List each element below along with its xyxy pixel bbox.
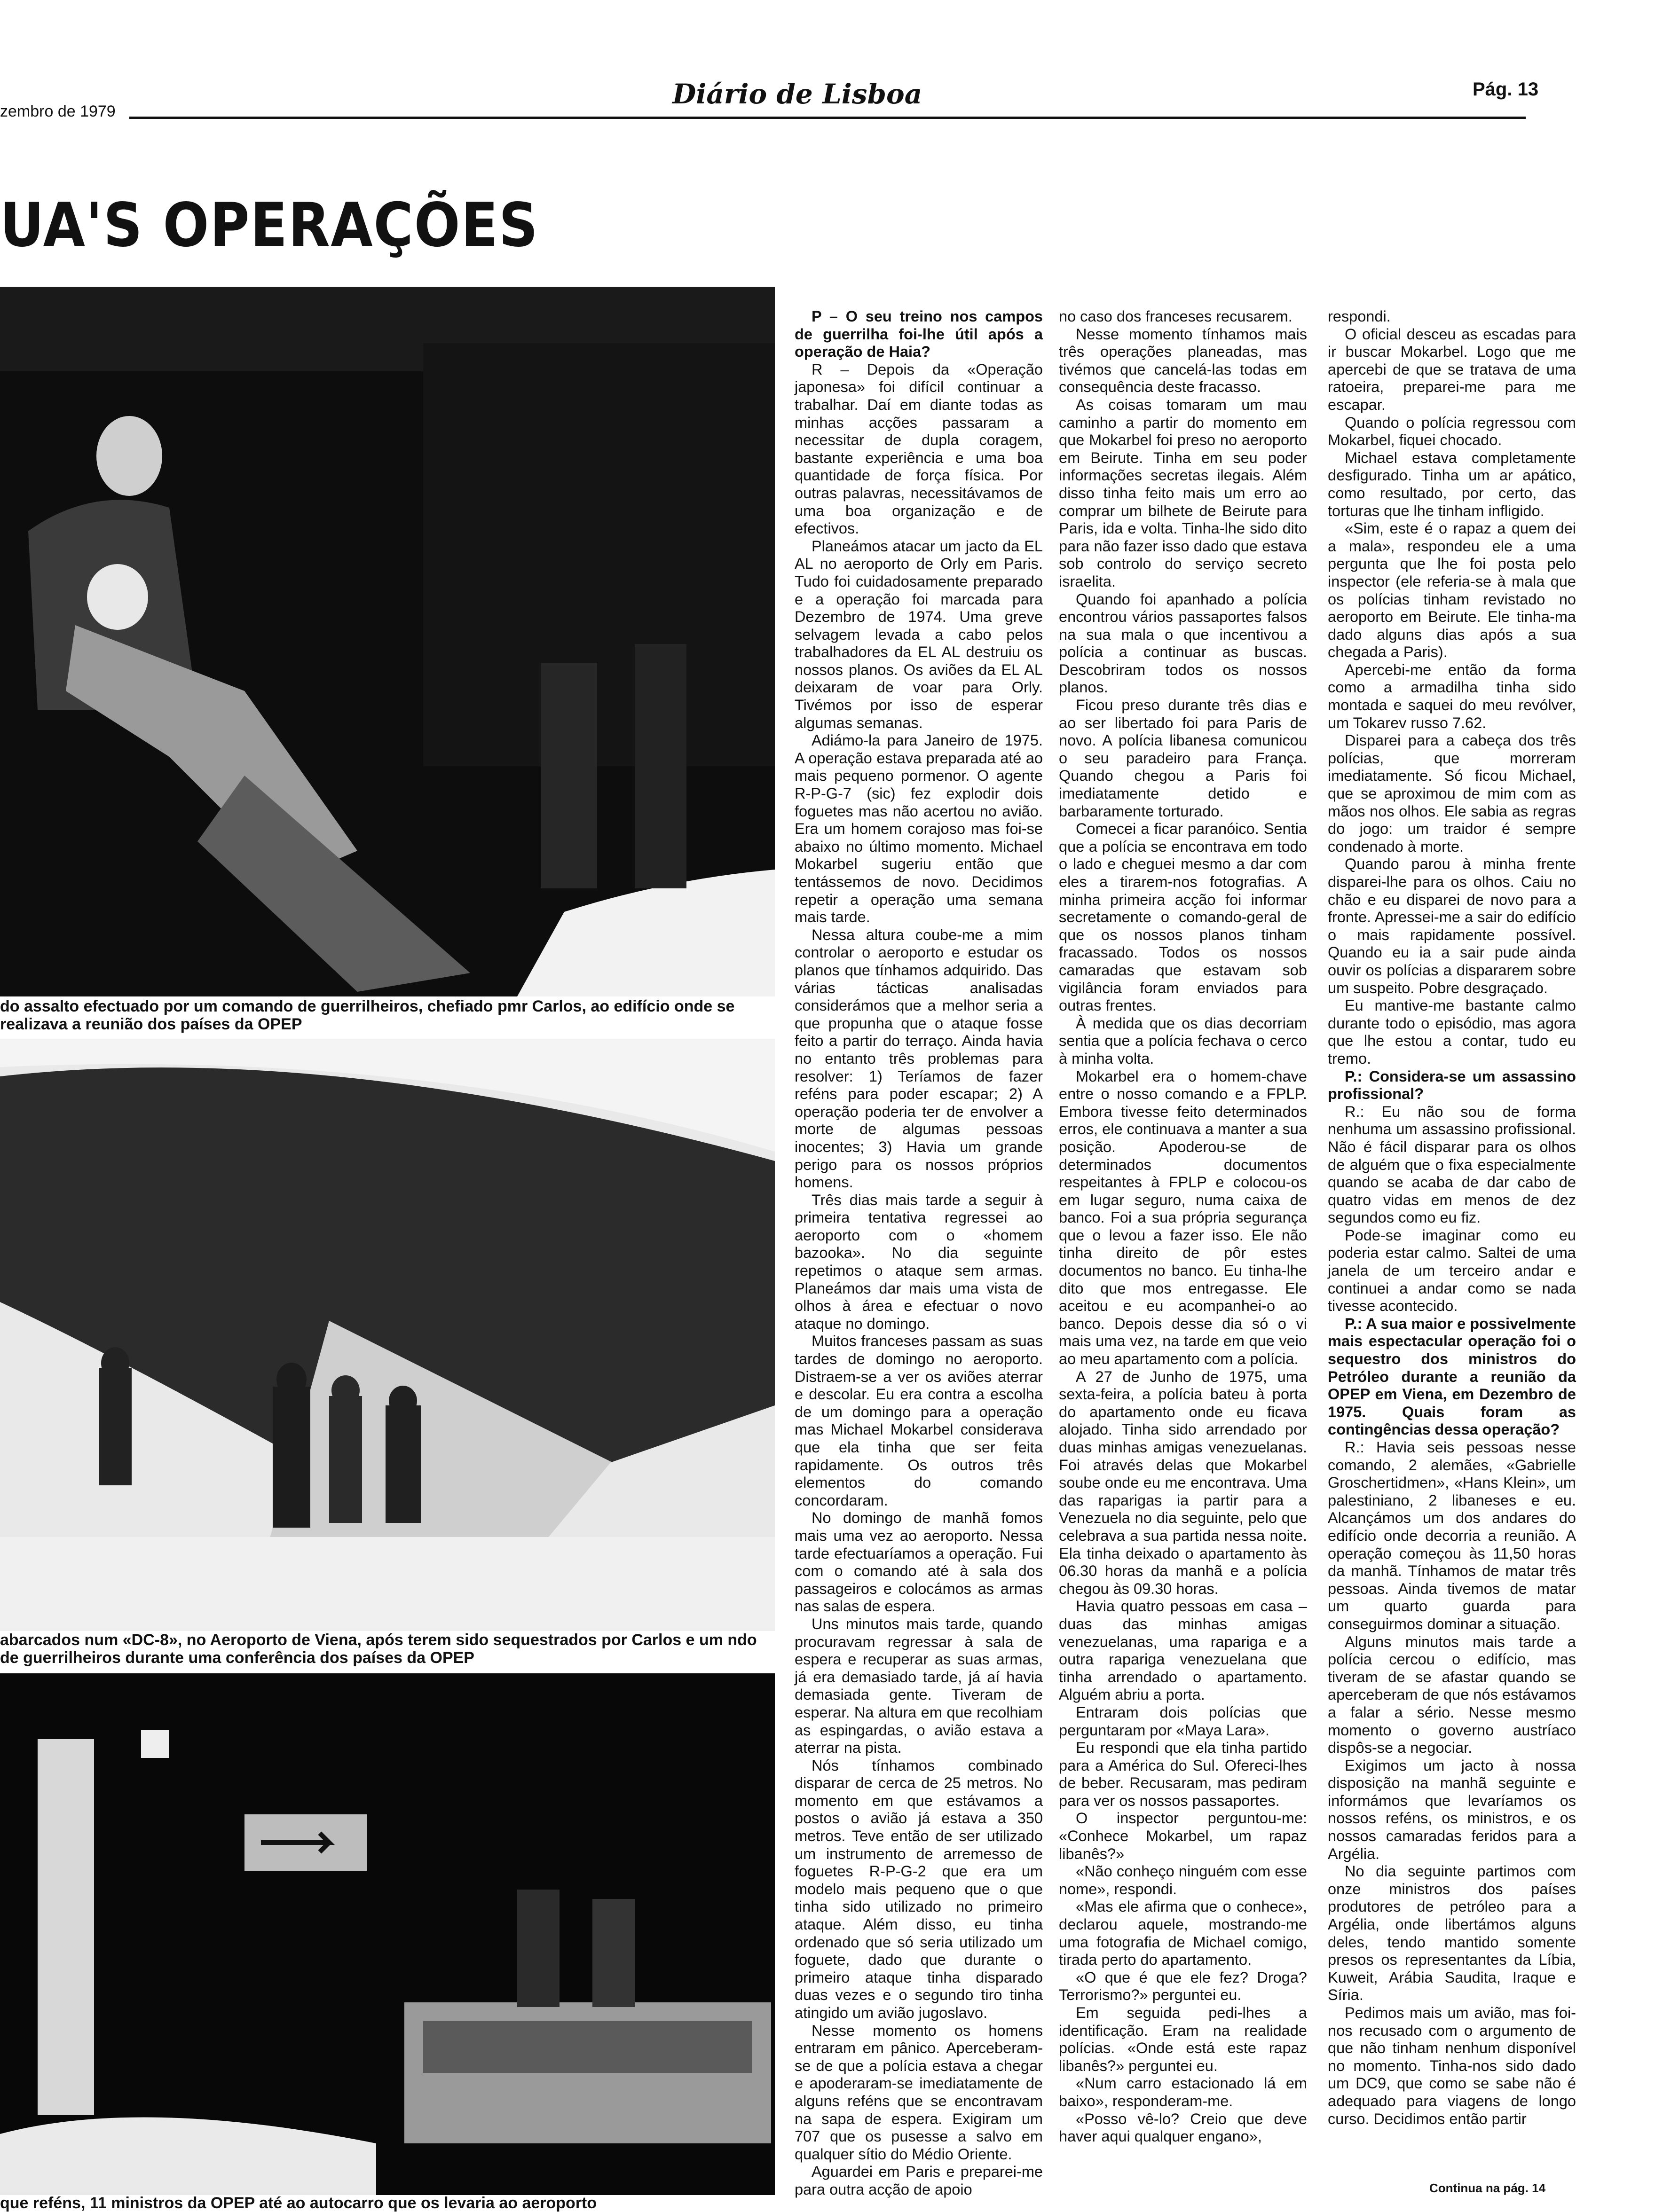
article-paragraph: «O que é que ele fez? Droga? Terrorismo?» perguntei eu. (1059, 1969, 1307, 2004)
issue-date: zembro de 1979 (0, 102, 116, 120)
article-paragraph: No dia seguinte partimos com onze ministros dos países produtores de petróleo para a Argélia, onde libertámos alguns deles, tendo mantido somente presos os representantes da Líbia, Kuweit, Arábia Saudita, Iraque e Síria. (1328, 1863, 1576, 2004)
article-paragraph: «Sim, este é o rapaz a quem dei a mala», respondeu ele a uma pergunta que lhe foi posta pelo inspector (ele referia-se à mala que os polícias tinham revistado no aeroporto em Beirute. Ele tinha-ma dado alguns dias após a sua chegada a Paris). (1328, 520, 1576, 661)
newspaper-title: Diário de Lisboa (672, 78, 922, 110)
interview-question: P.: Considera-se um assassino profissional? (1328, 1067, 1576, 1103)
photo-caption-2: abarcados num «DC-8», no Aeroporto de Viena, após terem sido sequestrados por Carlos e um ndo de guerrilheiros durante uma conferência dos países da OPEP (0, 1631, 757, 1667)
article-paragraph: Mokarbel era o homem-chave entre o nosso comando e a FPLP. Embora tivesse feito determinados erros, ele continuava a manter a sua posição. Apoderou-se de determinados documentos respeitantes à FPLP e colocou-os em lugar seguro, numa caixa de banco. Foi a sua própria segurança que o levou a fazer isso. Ele não tinha direito de pôr estes documentos no banco. Eu tinha-lhe dito que mos entregasse. Ele aceitou e eu acompanhei-o ao banco. Depois desse dia só o vi mais uma vez, na tarde em que veio ao meu apartamento com a polícia. (1059, 1067, 1307, 1368)
article-column-2 (1059, 308, 1307, 2146)
article-paragraph: Ficou preso durante três dias e ao ser libertado foi para Paris de novo. A polícia libanesa comunicou o seu paradeiro para França. Quando chegou a Paris foi imediatamente detido e barbaramente torturado. (1059, 697, 1307, 820)
article-paragraph: Quando parou à minha frente disparei-lhe para os olhos. Caiu no chão e eu disparei de novo para a fronte. Apressei-me a sair do edifício o mais rapidamente possível. Quando eu ia a sair pude ainda ouvir os polícias a dispararem sobre um suspeito. Pobre desgraçado. (1328, 855, 1576, 996)
article-paragraph: No domingo de manhã fomos mais uma vez ao aeroporto. Nessa tarde efectuaríamos a operação. Fui com o comando até à sala dos passageiros e colocámos as armas nas salas de espera. (795, 1509, 1043, 1615)
article-paragraph: Adiámo-la para Janeiro de 1975. A operação estava preparada até ao mais pequeno pormenor. O agente R-P-G-7 (sic) fez explodir dois foguetes mas não acertou no avião. Era um homem corajoso mas foi-se abaixo no último momento. Michael Mokarbel sugeriu então que tentássemos de novo. Decidimos repetir a operação uma semana mais tarde. (795, 732, 1043, 926)
header-rule (129, 117, 1526, 119)
article-paragraph: Comecei a ficar paranóico. Sentia que a polícia se encontrava em todo o lado e cheguei mesmo a dar com eles a tirarem-nos fotografias. A minha primeira acção foi informar secretamente o comando-geral de que os nossos planos tinham fracassado. Todos os nossos camaradas que estavam sob vigilância foram enviados para outras frentes. (1059, 820, 1307, 1014)
article-paragraph: Entraram dois polícias que perguntaram por «Maya Lara». (1059, 1703, 1307, 1739)
article-paragraph: Quando foi apanhado a polícia encontrou vários passaportes falsos na sua mala o que incentivou a polícia a continuar as buscas. Descobriram todos os nossos planos. (1059, 590, 1307, 696)
article-paragraph: Muitos franceses passam as suas tardes de domingo no aeroporto. Distraem-se a ver os aviões aterrar e descolar. Eu era contra a escolha de um domingo para a operação mas Michael Mokarbel considerava que ela tinha que ser feita rapidamente. Os outros três elementos do comando concordaram. (795, 1333, 1043, 1509)
article-paragraph: Michael estava completamente desfigurado. Tinha um ar apático, como resultado, por certo, das torturas que lhe tinham infligido. (1328, 449, 1576, 519)
article-paragraph: Pode-se imaginar como eu poderia estar calmo. Saltei de uma janela de um terceiro andar e continuei a andar como se nada tivesse acontecido. (1328, 1226, 1576, 1315)
interview-question: P.: A sua maior e possivelmente mais espectacular operação foi o sequestro dos ministros do Petróleo durante a reunião da OPEP em Viena, em Dezembro de 1975. Quais foram as contingências dessa operação? (1328, 1315, 1576, 1438)
article-paragraph: Exigimos um jacto à nossa disposição na manhã seguinte e informámos que levaríamos os nossos reféns, os ministros, e os nossos camaradas feridos para a Argélia. (1328, 1757, 1576, 1862)
article-paragraph: A 27 de Junho de 1975, uma sexta-feira, a polícia bateu à porta do apartamento onde eu ficava alojado. Tinha sido arrendado por duas minhas amigas venezuelanas. Foi através delas que Mokarbel soube onde eu me encontrava. Uma das raparigas ia partir para a Venezuela no dia seguinte, pelo que celebrava a sua partida nessa noite. Ela tinha deixado o apartamento às 06.30 horas da manhã e a polícia chegou às 09.30 horas. (1059, 1368, 1307, 1597)
article-paragraph: Pedimos mais um avião, mas foi-nos recusado com o argumento de que não tinham nenhum disponível no momento. Tinha-nos sido dado um DC9, que como se sabe não é adequado para viagens de longo curso. Decidimos então partir (1328, 2004, 1576, 2127)
page-number: Pág. 13 (1473, 79, 1539, 100)
article-paragraph: Quando o polícia regressou com Mokarbel, fiquei chocado. (1328, 414, 1576, 449)
article-paragraph: As coisas tomaram um mau caminho a partir do momento em que Mokarbel foi preso no aeroporto em Beirute. Tinha em seu poder informações secretas ilegais. Além disso tinha feito mais um erro ao comprar um bilhete de Beirute para Paris, ida e volta. Tinha-lhe sido dito para não fazer isso dado que estava sob controlo do serviço secreto israelita. (1059, 396, 1307, 590)
article-paragraph: Aguardei em Paris e preparei-me para outra acção de apoio (795, 2163, 1043, 2198)
article-paragraph: O oficial desceu as escadas para ir buscar Mokarbel. Logo que me apercebi de que se tratava de uma ratoeira, preparei-me para me escapar. (1328, 325, 1576, 413)
article-paragraph: Três dias mais tarde a seguir à primeira tentativa regressei ao aeroporto com o «homem bazooka». No dia seguinte repetimos o ataque sem armas. Planeámos dar mais uma vista de olhos à área e efectuar o novo ataque no domingo. (795, 1191, 1043, 1332)
photo-stretcher (0, 287, 775, 996)
article-paragraph: Alguns minutos mais tarde a polícia cercou o edifício, mas tiveram de se afastar quando se aperceberam de que nós estávamos a falar a sério. Nesse mesmo momento o governo austríaco dispôs-se a negociar. (1328, 1633, 1576, 1757)
article-paragraph: «Posso vê-lo? Creio que deve haver aqui qualquer engano», (1059, 2110, 1307, 2145)
article-paragraph: Em seguida pedi-lhes a identificação. Eram na realidade polícias. «Onde está este rapaz libanês?» perguntei eu. (1059, 2004, 1307, 2074)
article-paragraph: Uns minutos mais tarde, quando procuravam regressar à sala de espera e recuperar as suas armas, já era demasiado tarde, já aí havia demasiada gente. Tiveram de esperar. Na altura em que recolhiam as espingardas, o avião estava a aterrar na pista. (795, 1615, 1043, 1757)
continued-note: Continua na pág. 14 (1429, 2181, 1546, 2195)
article-paragraph: Nesse momento os homens entraram em pânico. Aperceberam-se de que a polícia estava a chegar e apoderaram-se imediatamente de alguns reféns que se encontravam na sapa de espera. Exigiram um 707 que os pusesse a salvo em qualquer sítio do Médio Oriente. (795, 2022, 1043, 2163)
article-column-1 (795, 308, 1043, 2199)
photo-caption-3: que reféns, 11 ministros da OPEP até ao autocarro que os levaria ao aeroporto (0, 2194, 597, 2212)
article-paragraph: «Não conheço ninguém com esse nome», respondi. (1059, 1863, 1307, 1898)
article-paragraph: «Mas ele afirma que o conhece», declarou aquele, mostrando-me uma fotografia de Michael comigo, tirada perto do apartamento. (1059, 1898, 1307, 1969)
photo-aircraft-boarding (0, 1039, 775, 1631)
interview-question: P – O seu treino nos campos de guerrilha foi-lhe útil após a operação de Haia? (795, 308, 1043, 361)
article-paragraph: Eu mantive-me bastante calmo durante todo o episódio, mas agora que lhe estou a contar, tudo eu tremo. (1328, 997, 1576, 1067)
article-paragraph: no caso dos franceses recusarem. (1059, 308, 1292, 325)
article-paragraph: Disparei para a cabeça dos três polícias, que morreram imediatamente. Só ficou Michael, que se aproximou de mim com as mãos nos olhos. Ele sabia as regras do jogo: um traidor é sempre condenado à morte. (1328, 732, 1576, 855)
article-paragraph: R.: Eu não sou de forma nenhuma um assassino profissional. Não é fácil disparar para os olhos de alguém que o fixa especialmente quando se acaba de dar cabo de quatro vidas em menos de dez segundos como eu fiz. (1328, 1103, 1576, 1226)
article-paragraph: Nesse momento tínhamos mais três operações planeadas, mas tivémos que cancelá-las todas em consequência deste fracasso. (1059, 325, 1307, 396)
article-paragraph: «Num carro estacionado lá em baixo», responderam-me. (1059, 2075, 1307, 2110)
article-paragraph: R.: Havia seis pessoas nesse comando, 2 alemães, «Gabrielle Groschertidmen», «Hans Klein», um palestiniano, 2 libaneses e eu. Alcançámos um dos andares do edifício onde decorria a reunião. A operação começou às 11,50 horas da manhã. Tínhamos de matar três pessoas. Ainda tivemos de matar um quarto guarda para conseguirmos dominar a situação. (1328, 1439, 1576, 1632)
article-paragraph: Eu respondi que ela tinha partido para a América do Sul. Ofereci-lhes de beber. Recusaram, mas pediram para ver os nossos passaportes. (1059, 1739, 1307, 1809)
article-column-3 (1328, 308, 1576, 2128)
article-paragraph: respondi. (1328, 308, 1391, 325)
photo-bus-night (0, 1673, 775, 2195)
article-paragraph: Apercebi-me então da forma como a armadilha tinha sido montada e saquei do meu revólver, um Tokarev russo 7.62. (1328, 661, 1576, 731)
article-paragraph: Nós tínhamos combinado disparar de cerca de 25 metros. No momento em que estávamos a postos o avião já estava a 350 metros. Teve então de ser utilizado um instrumento de arremesso de foguetes R-P-G-2 que era um modelo mais pequeno que o que tinha sido utilizado no primeiro ataque. Além disso, eu tinha ordenado que só seria utilizado um foguete, dado que durante o primeiro ataque tinha disparado duas vezes e o segundo tiro tinha atingido um avião jugoslavo. (795, 1757, 1043, 2021)
article-paragraph: Nessa altura coube-me a mim controlar o aeroporto e estudar os planos que tínhamos adquirido. Das várias tácticas analisadas considerámos que a melhor seria a que propunha que o ataque fosse feito a partir do terraço. Ainda havia no entanto três problemas para resolver: 1) Teríamos de fazer reféns para poder escapar; 2) A operação poderia ter de envolver a morte de algumas pessoas inocentes; 3) Havia um grande perigo para os nossos próprios homens. (795, 926, 1043, 1191)
article-paragraph: À medida que os dias decorriam sentia que a polícia fechava o cerco à minha volta. (1059, 1014, 1307, 1067)
article-paragraph: Planeámos atacar um jacto da EL AL no aeroporto de Orly em Paris. Tudo foi cuidadosamente preparado e a operação foi marcada para Dezembro de 1974. Uma greve selvagem levada a cabo pelos trabalhadores da EL AL destruiu os nossos planos. Os aviões da EL AL deixaram de voar para Orly. Tivémos por isso de esperar algumas semanas. (795, 537, 1043, 731)
article-paragraph: R – Depois da «Operação japonesa» foi difícil continuar a trabalhar. Daí em diante todas as minhas acções passaram a necessitar de dupla coragem, bastante experiência e uma boa quantidade de força física. Por outras palavras, necessitávamos de uma boa organização e de efectivos. (795, 361, 1043, 537)
article-paragraph: O inspector perguntou-me: «Conhece Mokarbel, um rapaz libanês?» (1059, 1810, 1307, 1862)
article-paragraph: Havia quatro pessoas em casa – duas das minhas amigas venezuelanas, uma rapariga e a outra rapariga venezuelana que tinha arrendado o apartamento. Alguém abriu a porta. (1059, 1598, 1307, 1703)
photo-caption-1: do assalto efectuado por um comando de guerrilheiros, chefiado pmr Carlos, ao edifício onde se realizava a reunião dos países da OPEP (0, 997, 735, 1033)
article-headline: UA'S OPERAÇÕES (0, 190, 539, 260)
